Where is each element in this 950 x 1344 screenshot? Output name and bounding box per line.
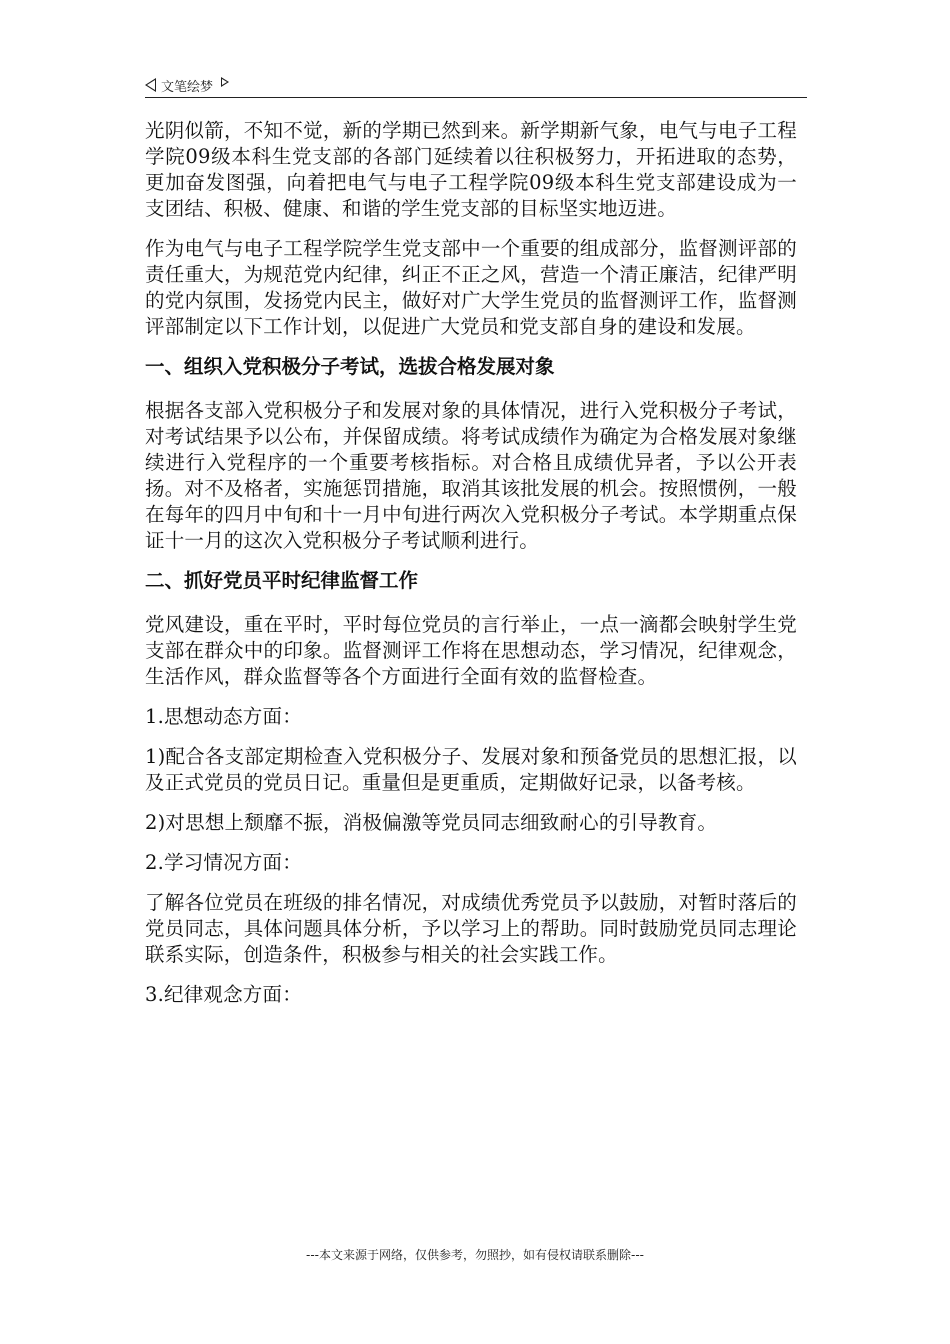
section-heading: 一、组织入党积极分子考试，选拔合格发展对象 xyxy=(145,355,555,378)
page-footer-notice: ---本文来源于网络，仅供参考，勿照抄，如有侵权请联系删除--- xyxy=(306,1248,644,1262)
paragraph: 1)配合各支部定期检查入党积极分子、发展对象和预备党员的思想汇报，以及正式党员的党员日记。重量但是更重质，定期做好记录，以备考核。 xyxy=(145,745,797,794)
document-body xyxy=(145,118,797,1022)
page-header xyxy=(145,74,807,96)
paragraph: 光阴似箭，不知不觉，新的学期已然到来。新学期新气象，电气与电子工程学院09级本科生党支部的各部门延续着以往积极努力，开拓进取的态势，更加奋发图强，向着把电气与电子工程学院09级本科生党支部建设成为一支团结、积极、健康、和谐的学生党支部的目标坚实地迈进。 xyxy=(145,119,797,220)
header-title: 文笔绘梦 xyxy=(161,79,214,95)
triangle-left-icon xyxy=(145,78,156,92)
triangle-right-icon xyxy=(221,77,229,87)
header-divider xyxy=(145,97,807,98)
subsection-label: 2.学习情况方面： xyxy=(145,851,302,874)
paragraph: 根据各支部入党积极分子和发展对象的具体情况，进行入党积极分子考试，对考试结果予以公布，并保留成绩。将考试成绩作为确定为合格发展对象继续进行入党程序的一个重要考核指标。对合格且成绩优异者，予以公开表扬。对不及格者，实施惩罚措施，取消其该批发展的机会。按照惯例，一般在每年的四月中旬和十一月中旬进行两次入党积极分子考试。本学期重点保证十一月的这次入党积极分子考试顺利进行。 xyxy=(145,399,797,552)
section-heading: 二、抓好党员平时纪律监督工作 xyxy=(145,569,419,592)
subsection-label: 1.思想动态方面： xyxy=(145,705,302,728)
subsection-label: 3.纪律观念方面： xyxy=(145,983,302,1006)
paragraph: 2)对思想上颓靡不振，消极偏激等党员同志细致耐心的引导教育。 xyxy=(145,811,718,834)
paragraph: 作为电气与电子工程学院学生党支部中一个重要的组成部分，监督测评部的责任重大，为规范党内纪律，纠正不正之风，营造一个清正廉洁，纪律严明的党内氛围，发扬党内民主，做好对广大学生党员的监督测评工作，监督测评部制定以下工作计划，以促进广大党员和党支部自身的建设和发展。 xyxy=(145,237,797,338)
paragraph: 了解各位党员在班级的排名情况，对成绩优秀党员予以鼓励，对暂时落后的党员同志，具体问题具体分析，予以学习上的帮助。同时鼓励党员同志理论联系实际，创造条件，积极参与相关的社会实践工作。 xyxy=(145,891,797,966)
paragraph: 党风建设，重在平时，平时每位党员的言行举止，一点一滴都会映射学生党支部在群众中的印象。监督测评工作将在思想动态，学习情况，纪律观念，生活作风，群众监督等各个方面进行全面有效的监督检查。 xyxy=(145,613,797,688)
